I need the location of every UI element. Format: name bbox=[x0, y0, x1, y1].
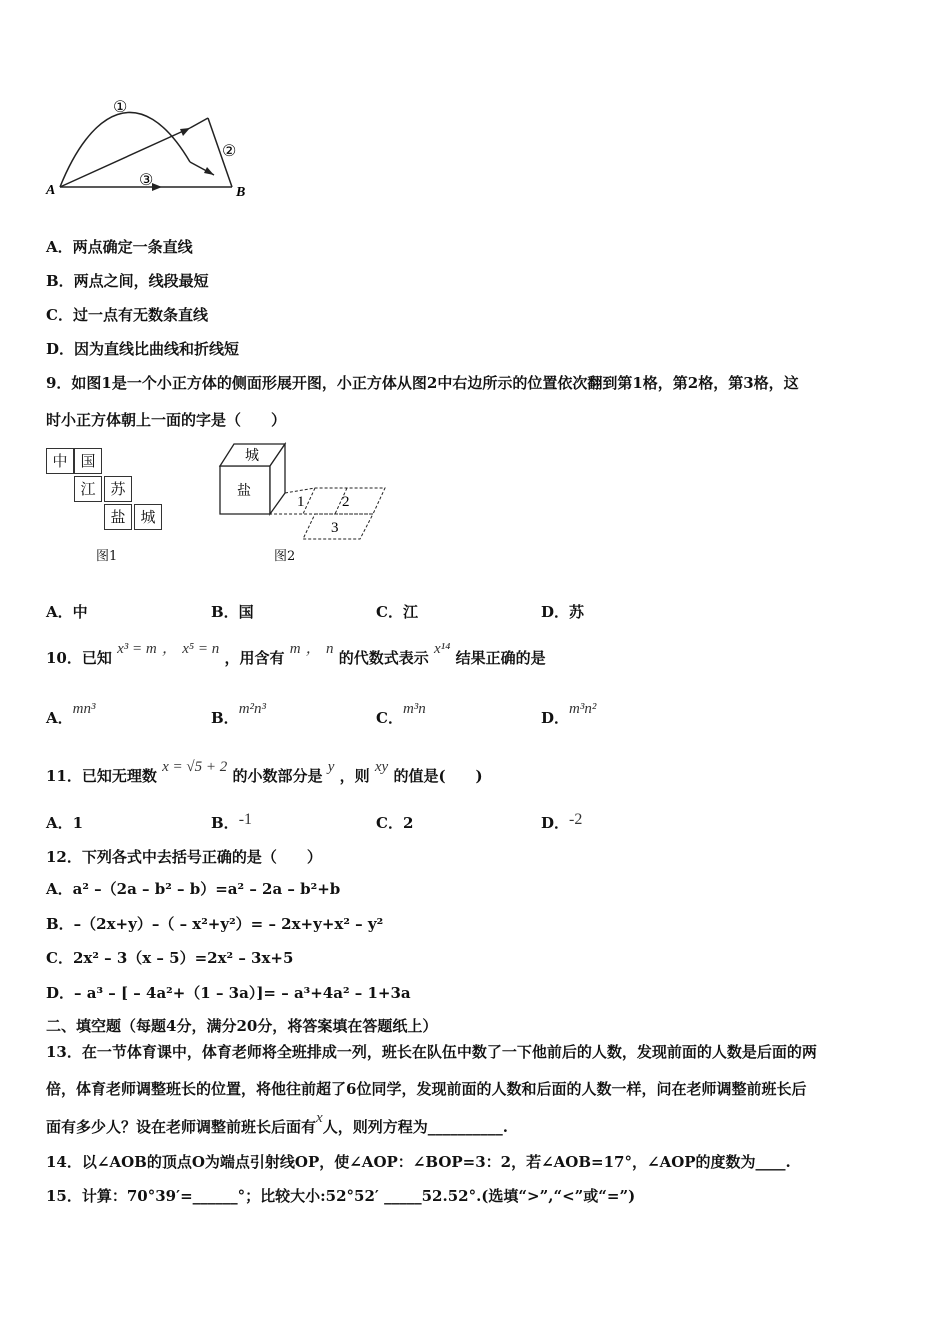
q11-mid2: ，则 bbox=[339, 767, 370, 785]
q10-stem bbox=[46, 641, 546, 669]
q10-option-b bbox=[211, 701, 267, 729]
q10-option-c bbox=[376, 701, 426, 729]
q11-prefix: 11．已知无理数 bbox=[46, 767, 157, 785]
net-cell: 国 bbox=[74, 448, 102, 474]
option-value: -1 bbox=[238, 811, 253, 828]
q11-expr: x = √5 + 2 bbox=[162, 759, 228, 775]
fig1-caption: 图1 bbox=[96, 549, 118, 564]
q10-option-a bbox=[46, 701, 96, 729]
q11-suffix: 的值是( ) bbox=[393, 767, 483, 785]
cube-front-char: 盐 bbox=[237, 484, 251, 499]
q11-option-a: A．1 bbox=[46, 814, 84, 832]
q8-option-a: A．两点确定一条直线 bbox=[46, 238, 193, 256]
cube-top-char: 城 bbox=[245, 449, 259, 464]
q12-option-d: D．– a³ – [ – 4a²+（1 – 3a）]= – a³+4a² – 1+3a bbox=[46, 984, 411, 1002]
q8-option-b: B．两点之间，线段最短 bbox=[46, 272, 209, 290]
option-letter: D． bbox=[541, 814, 570, 832]
option-letter: B． bbox=[211, 814, 239, 832]
q13-line3-a: 面有多少人？设在老师调整前班长后面有 bbox=[46, 1118, 317, 1136]
fig2-caption: 图2 bbox=[274, 549, 296, 564]
path3-label: ③ bbox=[139, 172, 154, 189]
option-expr: mn³ bbox=[72, 701, 96, 717]
q8-option-c: C．过一点有无数条直线 bbox=[46, 306, 208, 324]
q15: 15．计算：70°39′=______°；比较大小:52°52′ _____52.52°.(选填“>”,“<”或“=”) bbox=[46, 1187, 636, 1205]
q13-line3-b: 人，则列方程为__________. bbox=[322, 1118, 508, 1136]
q9-option-b: B．国 bbox=[211, 603, 254, 621]
q11-stem bbox=[46, 759, 483, 787]
net-cell: 苏 bbox=[104, 476, 132, 502]
q8-option-d: D．因为直线比曲线和折线短 bbox=[46, 340, 240, 358]
grid-cell-3: 3 bbox=[331, 520, 339, 536]
q10-eq2: x⁵ = n bbox=[182, 641, 220, 657]
option-letter: A． bbox=[46, 709, 73, 727]
q10-sep1: ， bbox=[161, 641, 177, 657]
option-expr: m³n² bbox=[569, 701, 597, 717]
path1-label: ① bbox=[113, 99, 128, 116]
q10-mid: ，用含有 bbox=[224, 649, 285, 667]
q9-line2: 时小正方体朝上一面的字是（ ） bbox=[46, 411, 287, 429]
q13-line3 bbox=[46, 1110, 508, 1138]
q9-line1: 9．如图1是一个小正方体的侧面形展开图，小正方体从图2中右边所示的位置依次翻到第1格，第2格，第3格，这 bbox=[46, 374, 799, 392]
q9-option-c: C．江 bbox=[376, 603, 418, 621]
option-expr: m²n³ bbox=[238, 701, 267, 717]
q9-option-d: D．苏 bbox=[541, 603, 585, 621]
q10-option-d bbox=[541, 701, 597, 729]
label-a: A bbox=[46, 183, 56, 198]
q11-option-b bbox=[211, 813, 252, 834]
cube-figure bbox=[215, 438, 390, 543]
q10-prefix: 10．已知 bbox=[46, 649, 112, 667]
q13-var-x: x bbox=[316, 1110, 323, 1126]
q11-var-xy: xy bbox=[374, 759, 389, 775]
q10-sep2: ， bbox=[305, 641, 321, 657]
net-cell: 中 bbox=[46, 448, 74, 474]
option-letter: B． bbox=[211, 709, 239, 727]
q11-option-c: C．2 bbox=[376, 814, 414, 832]
section-heading: 二、填空题（每题4分，满分20分，将答案填在答题纸上） bbox=[46, 1017, 438, 1035]
q9-option-a: A．中 bbox=[46, 603, 88, 621]
q14: 14．以∠AOB的顶点O为端点引射线OP，使∠AOP：∠BOP=3：2，若∠AOB=17°，∠AOP的度数为____. bbox=[46, 1153, 791, 1171]
q10-var-m: m bbox=[289, 641, 301, 657]
q10-suffix: 结果正确的是 bbox=[455, 649, 546, 667]
q11-var-y: y bbox=[327, 759, 335, 775]
option-letter: C． bbox=[376, 709, 403, 727]
option-expr: m³n bbox=[402, 701, 426, 717]
net-cell: 城 bbox=[134, 504, 162, 530]
q13-line1: 13．在一节体育课中，体育老师将全班排成一列，班长在队伍中数了一下他前后的人数，发现前面的人数是后面的两 bbox=[46, 1043, 817, 1061]
q12-option-a: A．a² –（2a – b² – b）=a² – 2a – b²+b bbox=[46, 880, 341, 898]
q10-mid2: 的代数式表示 bbox=[338, 649, 429, 667]
q12-option-c: C．2x² – 3（x – 5）=2x² – 3x+5 bbox=[46, 949, 294, 967]
path2-label: ② bbox=[222, 143, 237, 160]
q10-eq1: x³ = m bbox=[117, 641, 157, 657]
net-cell: 江 bbox=[74, 476, 102, 502]
label-b: B bbox=[236, 185, 246, 200]
grid-cell-1: 1 bbox=[297, 494, 305, 510]
q11-option-d bbox=[541, 813, 582, 834]
q13-line2: 倍，体育老师调整班长的位置，将他往前超了6位同学，发现前面的人数和后面的人数一样，问在老师调整前班长后 bbox=[46, 1080, 807, 1098]
q10-var-n: n bbox=[326, 641, 334, 657]
option-letter: D． bbox=[541, 709, 570, 727]
grid-cell-2: 2 bbox=[342, 494, 350, 510]
path-figure bbox=[40, 92, 260, 204]
q12-title: 12．下列各式中去括号正确的是（ ） bbox=[46, 848, 322, 866]
net-cell: 盐 bbox=[104, 504, 132, 530]
option-value: -2 bbox=[569, 811, 583, 828]
q12-option-b: B．–（2x+y）–（ – x²+y²）= – 2x+y+x² – y² bbox=[46, 915, 384, 933]
q11-mid: 的小数部分是 bbox=[232, 767, 323, 785]
q10-target: x¹⁴ bbox=[434, 641, 451, 657]
